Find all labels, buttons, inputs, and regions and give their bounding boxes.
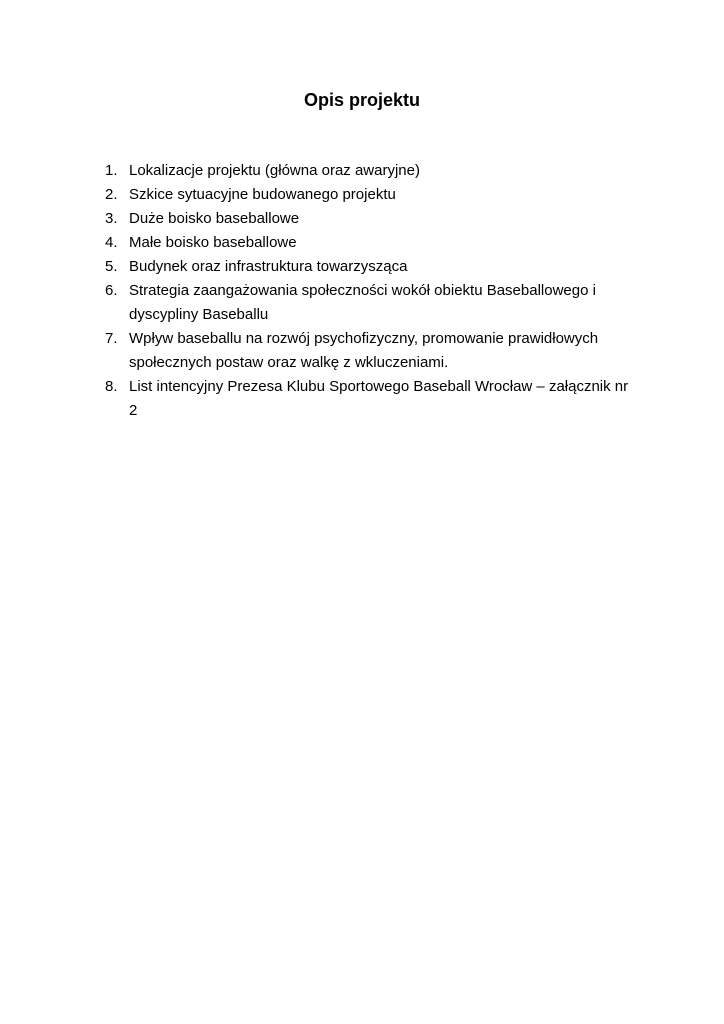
list-item [103, 327, 633, 375]
list-item-number: 8. [105, 378, 118, 395]
list-item [103, 231, 633, 255]
list-item-text: Budynek oraz infrastruktura towarzysząca [129, 258, 408, 275]
list-item-number: 3. [105, 210, 118, 227]
list-item-text: List intencyjny Prezesa Klubu Sportowego Baseball Wrocław – załącznik nr 2 [129, 378, 629, 419]
list-item [103, 255, 633, 279]
list-item-number: 1. [105, 162, 118, 179]
list-item-text: Lokalizacje projektu (główna oraz awaryjne) [129, 162, 420, 179]
list-item [103, 159, 633, 183]
list-item-text: Wpływ baseballu na rozwój psychofizyczny, promowanie prawidłowych społecznych postaw oraz walkę z wkluczeniami. [129, 330, 599, 371]
list-item-text: Szkice sytuacyjne budowanego projektu [129, 186, 396, 203]
list-item-text: Strategia zaangażowania społeczności wokół obiektu Baseballowego i dyscypliny Baseballu [129, 282, 596, 323]
list-item-number: 6. [105, 282, 118, 299]
list-item [103, 375, 633, 423]
list-item-number: 5. [105, 258, 118, 275]
list-item-number: 7. [105, 330, 118, 347]
list-item [103, 183, 633, 207]
list-item-text: Duże boisko baseballowe [129, 210, 300, 227]
list-item-text: Małe boisko baseballowe [129, 234, 297, 251]
page-title: Opis projektu [303, 90, 420, 110]
list-item [103, 207, 633, 231]
list-item-number: 2. [105, 186, 118, 203]
list-item-number: 4. [105, 234, 118, 251]
contents-list [103, 159, 633, 423]
list-item [103, 279, 633, 327]
